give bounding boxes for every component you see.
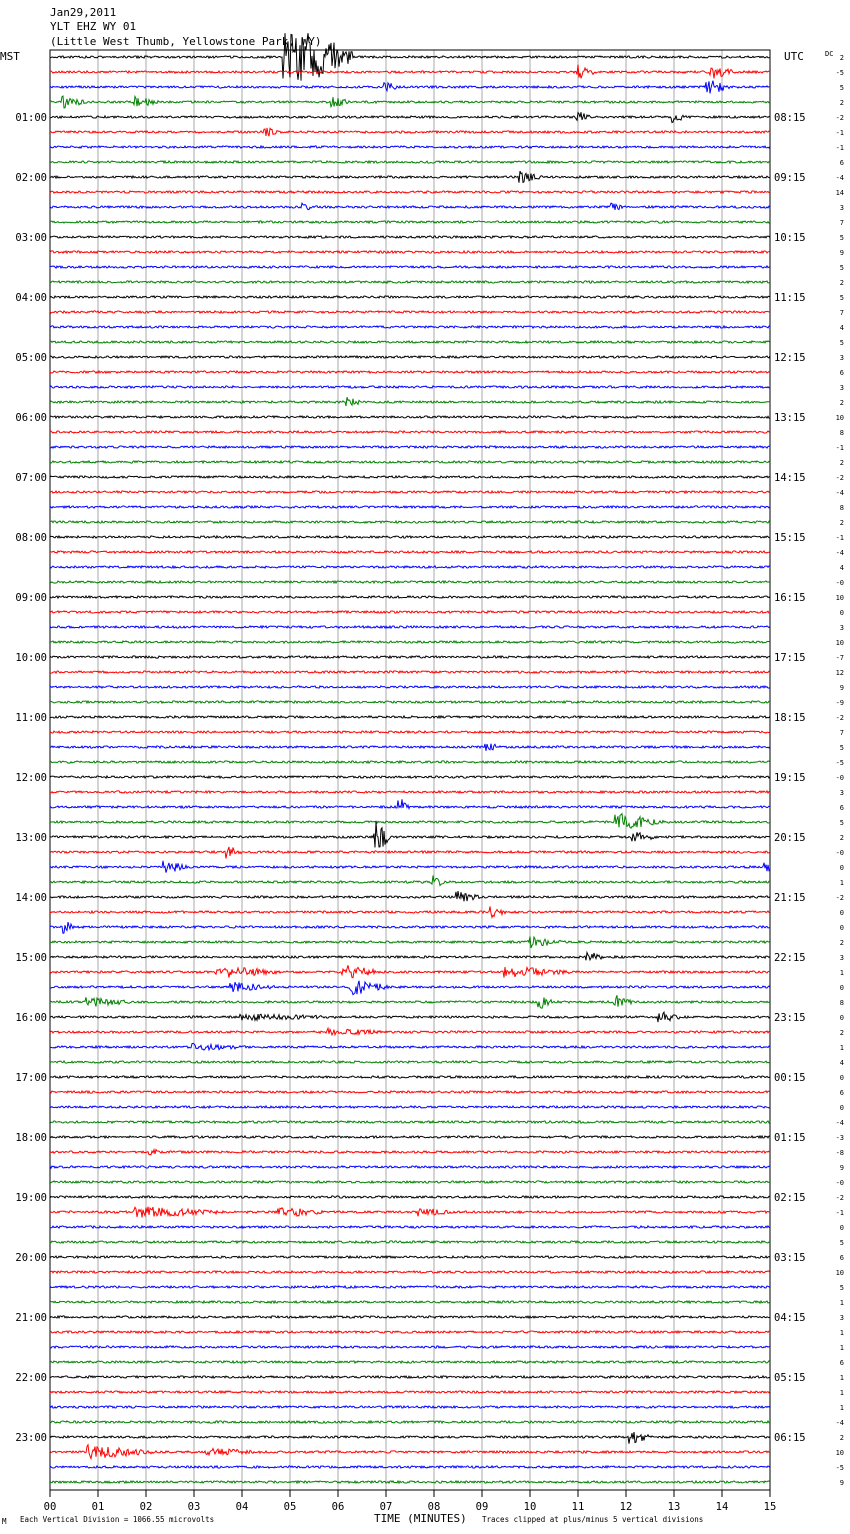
dc-offset-row-93: 10	[835, 1449, 844, 1457]
dc-offset-row-89: 1	[839, 1389, 844, 1397]
dc-offset-row-71: -4	[835, 1119, 844, 1127]
logo-mark: M	[2, 1517, 7, 1526]
left-hour-label-19:00: 19:00	[15, 1192, 47, 1204]
trace-row-24	[50, 416, 770, 418]
x-tick-label-03: 03	[187, 1501, 201, 1513]
trace-row-86	[50, 1346, 770, 1348]
trace-row-79	[50, 1241, 770, 1243]
right-hour-label-22:15: 22:15	[774, 952, 806, 964]
trace-row-75	[50, 1181, 770, 1183]
x-axis-ticks	[44, 1490, 777, 1513]
trace-row-56	[50, 891, 770, 901]
trace-row-30	[50, 506, 770, 508]
trace-row-20	[50, 356, 770, 358]
trace-row-54	[50, 861, 770, 873]
x-tick-label-00: 00	[43, 1501, 57, 1513]
left-hour-label-03:00: 03:00	[15, 232, 47, 244]
dc-offset-row-73: -8	[835, 1149, 844, 1157]
left-hour-label-23:00: 23:00	[15, 1432, 47, 1444]
trace-row-93	[50, 1445, 770, 1459]
dc-offset-row-49: 3	[839, 789, 844, 797]
dc-offset-row-60: 3	[839, 954, 844, 962]
trace-row-70	[50, 1106, 770, 1108]
dc-offset-row-17: 7	[839, 309, 844, 317]
dc-offset-row-18: 4	[839, 324, 844, 332]
dc-offset-row-29: -4	[835, 489, 844, 497]
dc-offset-row-25: 8	[839, 429, 844, 437]
trace-row-74	[50, 1166, 770, 1168]
trace-row-52	[50, 822, 770, 848]
dc-offset-row-61: 1	[839, 969, 844, 977]
dc-offset-row-32: -1	[835, 534, 844, 542]
right-hour-label-01:15: 01:15	[774, 1132, 806, 1144]
x-tick-label-13: 13	[667, 1501, 681, 1513]
header-date: Jan29,2011	[50, 6, 117, 19]
trace-row-78	[50, 1226, 770, 1228]
trace-row-72	[50, 1136, 770, 1138]
right-hour-label-15:15: 15:15	[774, 532, 806, 544]
dc-offset-row-94: -5	[835, 1464, 844, 1472]
trace-row-36	[50, 596, 770, 598]
dc-offset-labels	[836, 54, 844, 1487]
trace-row-12	[50, 236, 770, 238]
dc-offset-row-63: 8	[839, 999, 844, 1007]
trace-row-65	[50, 1028, 770, 1035]
trace-row-94	[50, 1466, 770, 1468]
dc-offset-row-64: 0	[839, 1014, 844, 1022]
dc-offset-row-36: 10	[835, 594, 844, 602]
dc-offset-row-41: 12	[835, 669, 844, 677]
left-hour-label-05:00: 05:00	[15, 352, 47, 364]
x-tick-label-14: 14	[715, 1501, 729, 1513]
trace-row-3	[50, 96, 770, 108]
dc-offset-row-31: 2	[839, 519, 844, 527]
header-station: YLT EHZ WY 01	[50, 20, 137, 33]
dc-offset-row-35: -0	[835, 579, 844, 587]
left-hour-label-13:00: 13:00	[15, 832, 47, 844]
dc-offset-row-92: 2	[839, 1434, 844, 1442]
dc-offset-row-40: -7	[835, 654, 844, 662]
dc-offset-row-84: 3	[839, 1314, 844, 1322]
dc-offset-row-19: 5	[839, 339, 844, 347]
right-hour-label-06:15: 06:15	[774, 1432, 806, 1444]
trace-row-18	[50, 326, 770, 328]
trace-row-73	[50, 1150, 770, 1155]
dc-offset-row-57: 0	[839, 909, 844, 917]
dc-offset-row-22: 3	[839, 384, 844, 392]
trace-row-91	[50, 1421, 770, 1423]
trace-row-76	[50, 1196, 770, 1198]
left-hour-label-20:00: 20:00	[15, 1252, 47, 1264]
trace-row-66	[50, 1043, 770, 1050]
right-hour-label-11:15: 11:15	[774, 292, 806, 304]
dc-offset-row-78: 0	[839, 1224, 844, 1232]
x-tick-label-06: 06	[331, 1501, 345, 1513]
left-hour-label-02:00: 02:00	[15, 172, 47, 184]
trace-row-5	[50, 128, 770, 136]
trace-row-83	[50, 1301, 770, 1303]
dc-offset-row-4: -2	[835, 114, 844, 122]
dc-offset-row-27: 2	[839, 459, 844, 467]
left-timezone-label: MST	[0, 50, 20, 63]
trace-row-50	[50, 799, 770, 808]
dc-offset-row-95: 9	[839, 1479, 844, 1487]
dc-offset-row-50: 6	[839, 804, 844, 812]
trace-row-95	[50, 1481, 770, 1483]
trace-row-81	[50, 1271, 770, 1273]
dc-offset-row-80: 6	[839, 1254, 844, 1262]
trace-row-32	[50, 536, 770, 538]
trace-row-39	[50, 641, 770, 643]
dc-offset-row-54: 0	[839, 864, 844, 872]
left-hour-labels	[15, 112, 47, 1444]
trace-row-85	[50, 1331, 770, 1333]
dc-offset-row-3: 2	[839, 99, 844, 107]
trace-row-80	[50, 1256, 770, 1258]
trace-row-51	[50, 814, 770, 829]
trace-row-22	[50, 386, 770, 388]
right-hour-label-13:15: 13:15	[774, 412, 806, 424]
left-hour-label-08:00: 08:00	[15, 532, 47, 544]
x-tick-label-10: 10	[523, 1501, 537, 1513]
dc-offset-row-45: 7	[839, 729, 844, 737]
right-hour-labels	[774, 112, 806, 1444]
trace-row-19	[50, 341, 770, 343]
header-location: (Little West Thumb, Yellowstone Park, WY)	[50, 35, 322, 48]
dc-offset-row-66: 1	[839, 1044, 844, 1052]
x-tick-label-04: 04	[235, 1501, 249, 1513]
trace-row-26	[50, 446, 770, 448]
trace-row-42	[50, 686, 770, 688]
dc-offset-row-75: -0	[835, 1179, 844, 1187]
trace-row-41	[50, 671, 770, 673]
x-tick-label-12: 12	[619, 1501, 633, 1513]
dc-offset-row-87: 6	[839, 1359, 844, 1367]
left-hour-label-09:00: 09:00	[15, 592, 47, 604]
trace-row-68	[50, 1076, 770, 1078]
trace-row-64	[50, 1012, 770, 1022]
left-hour-label-17:00: 17:00	[15, 1072, 47, 1084]
right-hour-label-23:15: 23:15	[774, 1012, 806, 1024]
trace-row-16	[50, 296, 770, 298]
dc-offset-row-59: 2	[839, 939, 844, 947]
trace-row-23	[50, 397, 770, 406]
left-hour-label-04:00: 04:00	[15, 292, 47, 304]
dc-offset-row-37: 0	[839, 609, 844, 617]
trace-row-48	[50, 776, 770, 778]
trace-row-4	[50, 112, 770, 122]
dc-offset-row-76: -2	[835, 1194, 844, 1202]
trace-row-53	[50, 847, 770, 859]
trace-row-11	[50, 221, 770, 223]
trace-row-38	[50, 626, 770, 628]
trace-row-67	[50, 1061, 770, 1063]
right-hour-label-03:15: 03:15	[774, 1252, 806, 1264]
dc-offset-row-53: -0	[835, 849, 844, 857]
left-hour-label-07:00: 07:00	[15, 472, 47, 484]
dc-offset-row-72: -3	[835, 1134, 844, 1142]
left-hour-label-12:00: 12:00	[15, 772, 47, 784]
trace-row-25	[50, 431, 770, 433]
clip-note: Traces clipped at plus/minus 5 vertical divisions	[482, 1515, 704, 1524]
trace-row-45	[50, 731, 770, 733]
right-hour-label-18:15: 18:15	[774, 712, 806, 724]
dc-offset-row-58: 0	[839, 924, 844, 932]
x-tick-label-02: 02	[139, 1501, 153, 1513]
dc-offset-row-9: 14	[835, 189, 844, 197]
dc-offset-row-2: 5	[839, 84, 844, 92]
dc-offset-row-23: 2	[839, 399, 844, 407]
dc-offset-row-85: 1	[839, 1329, 844, 1337]
trace-row-77	[50, 1207, 770, 1218]
dc-offset-row-56: -2	[835, 894, 844, 902]
left-hour-label-10:00: 10:00	[15, 652, 47, 664]
dc-offset-row-14: 5	[839, 264, 844, 272]
trace-row-21	[50, 371, 770, 373]
left-hour-label-18:00: 18:00	[15, 1132, 47, 1144]
x-tick-label-01: 01	[91, 1501, 105, 1513]
dc-offset-row-81: 10	[835, 1269, 844, 1277]
trace-row-84	[50, 1316, 770, 1318]
trace-row-28	[50, 476, 770, 478]
dc-offset-row-24: 10	[835, 414, 844, 422]
dc-offset-row-83: 1	[839, 1299, 844, 1307]
dc-header: DC	[825, 50, 834, 58]
dc-offset-row-79: 5	[839, 1239, 844, 1247]
dc-offset-row-46: 5	[839, 744, 844, 752]
dc-offset-row-77: -1	[835, 1209, 844, 1217]
trace-row-87	[50, 1361, 770, 1363]
right-hour-label-09:15: 09:15	[774, 172, 806, 184]
trace-row-92	[50, 1432, 770, 1444]
trace-row-9	[50, 191, 770, 193]
dc-offset-row-90: 1	[839, 1404, 844, 1412]
dc-offset-row-38: 3	[839, 624, 844, 632]
dc-offset-row-1: -5	[835, 69, 844, 77]
trace-row-2	[50, 81, 770, 94]
x-tick-label-15: 15	[763, 1501, 777, 1513]
trace-row-63	[50, 995, 770, 1008]
dc-offset-row-8: -4	[835, 174, 844, 182]
right-hour-label-00:15: 00:15	[774, 1072, 806, 1084]
trace-row-17	[50, 311, 770, 313]
trace-row-33	[50, 551, 770, 553]
right-hour-label-21:15: 21:15	[774, 892, 806, 904]
trace-row-58	[50, 922, 770, 933]
dc-offset-row-52: 2	[839, 834, 844, 842]
right-timezone-label: UTC	[784, 50, 804, 63]
dc-offset-row-43: -9	[835, 699, 844, 707]
dc-offset-row-26: -1	[835, 444, 844, 452]
trace-row-10	[50, 203, 770, 210]
dc-offset-row-30: 8	[839, 504, 844, 512]
right-hour-label-08:15: 08:15	[774, 112, 806, 124]
dc-offset-row-55: 1	[839, 879, 844, 887]
trace-row-82	[50, 1286, 770, 1288]
left-hour-label-22:00: 22:00	[15, 1372, 47, 1384]
trace-row-89	[50, 1391, 770, 1393]
dc-offset-row-13: 9	[839, 249, 844, 257]
dc-offset-row-44: -2	[835, 714, 844, 722]
dc-offset-row-7: 6	[839, 159, 844, 167]
x-tick-label-08: 08	[427, 1501, 441, 1513]
dc-offset-row-86: 1	[839, 1344, 844, 1352]
dc-offset-row-62: 0	[839, 984, 844, 992]
right-hour-label-20:15: 20:15	[774, 832, 806, 844]
dc-offset-row-0: 2	[839, 54, 844, 62]
right-hour-label-04:15: 04:15	[774, 1312, 806, 1324]
trace-row-7	[50, 161, 770, 163]
dc-offset-row-21: 6	[839, 369, 844, 377]
dc-offset-row-82: 5	[839, 1284, 844, 1292]
trace-row-59	[50, 936, 770, 948]
trace-row-90	[50, 1406, 770, 1408]
dc-offset-row-16: 5	[839, 294, 844, 302]
x-tick-label-11: 11	[571, 1501, 585, 1513]
left-hour-label-16:00: 16:00	[15, 1012, 47, 1024]
right-hour-label-17:15: 17:15	[774, 652, 806, 664]
left-hour-label-01:00: 01:00	[15, 112, 47, 124]
trace-row-6	[50, 146, 770, 148]
left-hour-label-11:00: 11:00	[15, 712, 47, 724]
trace-row-27	[50, 461, 770, 463]
right-hour-label-02:15: 02:15	[774, 1192, 806, 1204]
scale-note: Each Vertical Division = 1066.55 microvolts	[20, 1515, 215, 1524]
trace-row-88	[50, 1376, 770, 1378]
trace-row-1	[50, 65, 770, 79]
left-hour-label-06:00: 06:00	[15, 412, 47, 424]
trace-row-46	[50, 744, 770, 751]
dc-offset-row-28: -2	[835, 474, 844, 482]
trace-row-29	[50, 491, 770, 493]
trace-row-13	[50, 251, 770, 253]
trace-row-43	[50, 701, 770, 703]
trace-row-15	[50, 281, 770, 283]
dc-offset-row-6: -1	[835, 144, 844, 152]
dc-offset-row-42: 9	[839, 684, 844, 692]
trace-row-44	[50, 716, 770, 718]
left-hour-label-15:00: 15:00	[15, 952, 47, 964]
right-hour-label-05:15: 05:15	[774, 1372, 806, 1384]
dc-offset-row-65: 2	[839, 1029, 844, 1037]
x-tick-label-05: 05	[283, 1501, 297, 1513]
trace-row-62	[50, 981, 770, 995]
trace-row-49	[50, 791, 770, 793]
trace-row-60	[50, 953, 770, 961]
dc-offset-row-20: 3	[839, 354, 844, 362]
right-hour-label-16:15: 16:15	[774, 592, 806, 604]
dc-offset-row-10: 3	[839, 204, 844, 212]
dc-offset-row-47: -5	[835, 759, 844, 767]
dc-offset-row-88: 1	[839, 1374, 844, 1382]
right-hour-label-14:15: 14:15	[774, 472, 806, 484]
trace-row-35	[50, 581, 770, 583]
x-tick-label-07: 07	[379, 1501, 393, 1513]
dc-offset-row-15: 2	[839, 279, 844, 287]
dc-offset-row-48: -0	[835, 774, 844, 782]
dc-offset-row-11: 7	[839, 219, 844, 227]
trace-row-40	[50, 656, 770, 658]
trace-row-47	[50, 761, 770, 763]
trace-row-71	[50, 1121, 770, 1123]
left-hour-label-14:00: 14:00	[15, 892, 47, 904]
dc-offset-row-70: 0	[839, 1104, 844, 1112]
left-hour-label-21:00: 21:00	[15, 1312, 47, 1324]
trace-row-31	[50, 521, 770, 523]
dc-offset-row-12: 5	[839, 234, 844, 242]
dc-offset-row-74: 9	[839, 1164, 844, 1172]
right-hour-label-10:15: 10:15	[774, 232, 806, 244]
dc-offset-row-39: 10	[835, 639, 844, 647]
dc-offset-row-69: 6	[839, 1089, 844, 1097]
trace-row-57	[50, 907, 770, 918]
x-tick-label-09: 09	[475, 1501, 489, 1513]
trace-row-37	[50, 611, 770, 613]
trace-rows	[50, 33, 770, 1483]
dc-offset-row-33: -4	[835, 549, 844, 557]
trace-row-69	[50, 1091, 770, 1093]
trace-row-8	[50, 171, 770, 183]
x-axis-title: TIME (MINUTES)	[374, 1512, 467, 1525]
right-hour-label-12:15: 12:15	[774, 352, 806, 364]
dc-offset-row-91: -4	[835, 1419, 844, 1427]
trace-row-14	[50, 266, 770, 268]
trace-row-34	[50, 566, 770, 568]
trace-row-61	[50, 965, 770, 977]
dc-offset-row-51: 5	[839, 819, 844, 827]
dc-offset-row-5: -1	[835, 129, 844, 137]
dc-offset-row-67: 4	[839, 1059, 844, 1067]
trace-row-55	[50, 876, 770, 886]
dc-offset-row-34: 4	[839, 564, 844, 572]
right-hour-label-19:15: 19:15	[774, 772, 806, 784]
dc-offset-row-68: 0	[839, 1074, 844, 1082]
